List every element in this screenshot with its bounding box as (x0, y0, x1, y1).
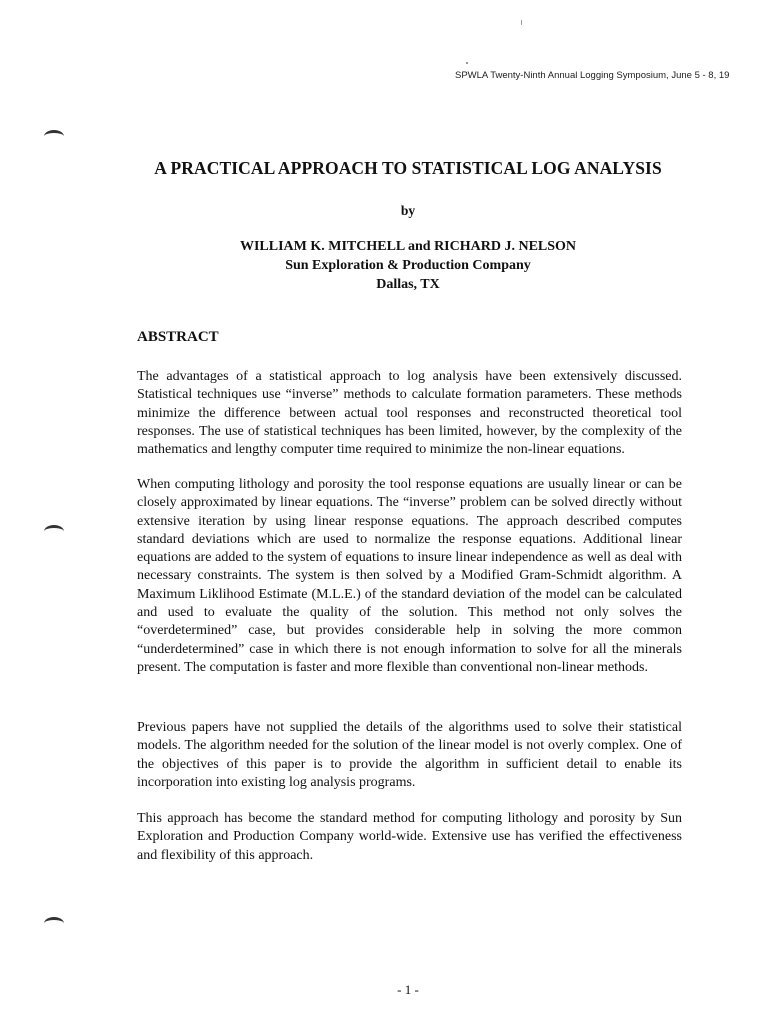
paragraph-text: The advantages of a statistical approach to log analysis have been extensively discussed. Statistical techniques use “inverse” methods to calculate formation parameters. These methods minimize the difference between actual tool responses and reconstructed theoretical tool responses. The use of statistical techniques has been limited, however, by the complexity of the mathematics and lengthy computer time required to minimize the non-linear equations. (137, 369, 682, 458)
abstract-paragraph (137, 368, 682, 459)
byline: by (400, 203, 416, 218)
scan-speck (466, 62, 468, 64)
author-company: Sun Exploration & Production Company (285, 258, 531, 273)
page-number: - 1 - (397, 982, 419, 997)
paragraph-text: This approach has become the standard method for computing lithology and porosity by Sun Exploration and Production Company world-wide. Extensive use has verified the effectiveness and flexibility of this approach. (137, 811, 682, 863)
abstract-paragraph (137, 476, 682, 677)
abstract-heading: ABSTRACT (137, 329, 219, 345)
author-location: Dallas, TX (376, 277, 440, 292)
author-block (0, 237, 768, 294)
author-names: WILLIAM K. MITCHELL and RICHARD J. NELSON (239, 239, 577, 254)
paragraph-text: When computing lithology and porosity the tool response equations are usually linear or can be closely approximated by linear equations. The “inverse” problem can be solved directly without extensive iteration by using linear response equations. The approach described computes standard deviations which are used to normalize the response equations. Additional linear equations are added to the system of equations to insure linear independence as well as deal with necessary constraints. The system is then solved by a Modified Gram-Schmidt algorithm. A Maximum Liklihood Estimate (M.L.E.) of the standard deviation of the model can be calculated and used to evaluate the quality of the solution. This method not only solves the “overdetermined” case, but provides considerable help in solving the more common “underdetermined” case in which there is not enough information to solve for all the minerals present. The computation is faster and more flexible than conventional non-linear methods. (137, 477, 682, 675)
paragraph-text: Previous papers have not supplied the details of the algorithms used to solve their statistical models. The algorithm needed for the solution of the linear model is not overly complex. One of the objectives of this paper is to provide the algorithm in sufficient detail to enable its incorporation into existing log analysis programs. (137, 720, 682, 790)
abstract-paragraph (137, 719, 682, 792)
paper-title: A PRACTICAL APPROACH TO STATISTICAL LOG ANALYSIS (154, 158, 662, 178)
scan-speck (521, 20, 522, 25)
punch-mark-top (44, 130, 64, 143)
punch-mark-bottom (44, 917, 64, 930)
abstract-paragraph (137, 810, 682, 865)
punch-mark-middle (44, 525, 64, 538)
running-header: SPWLA Twenty-Ninth Annual Logging Symposium, June 5 - 8, 19 (455, 70, 730, 81)
